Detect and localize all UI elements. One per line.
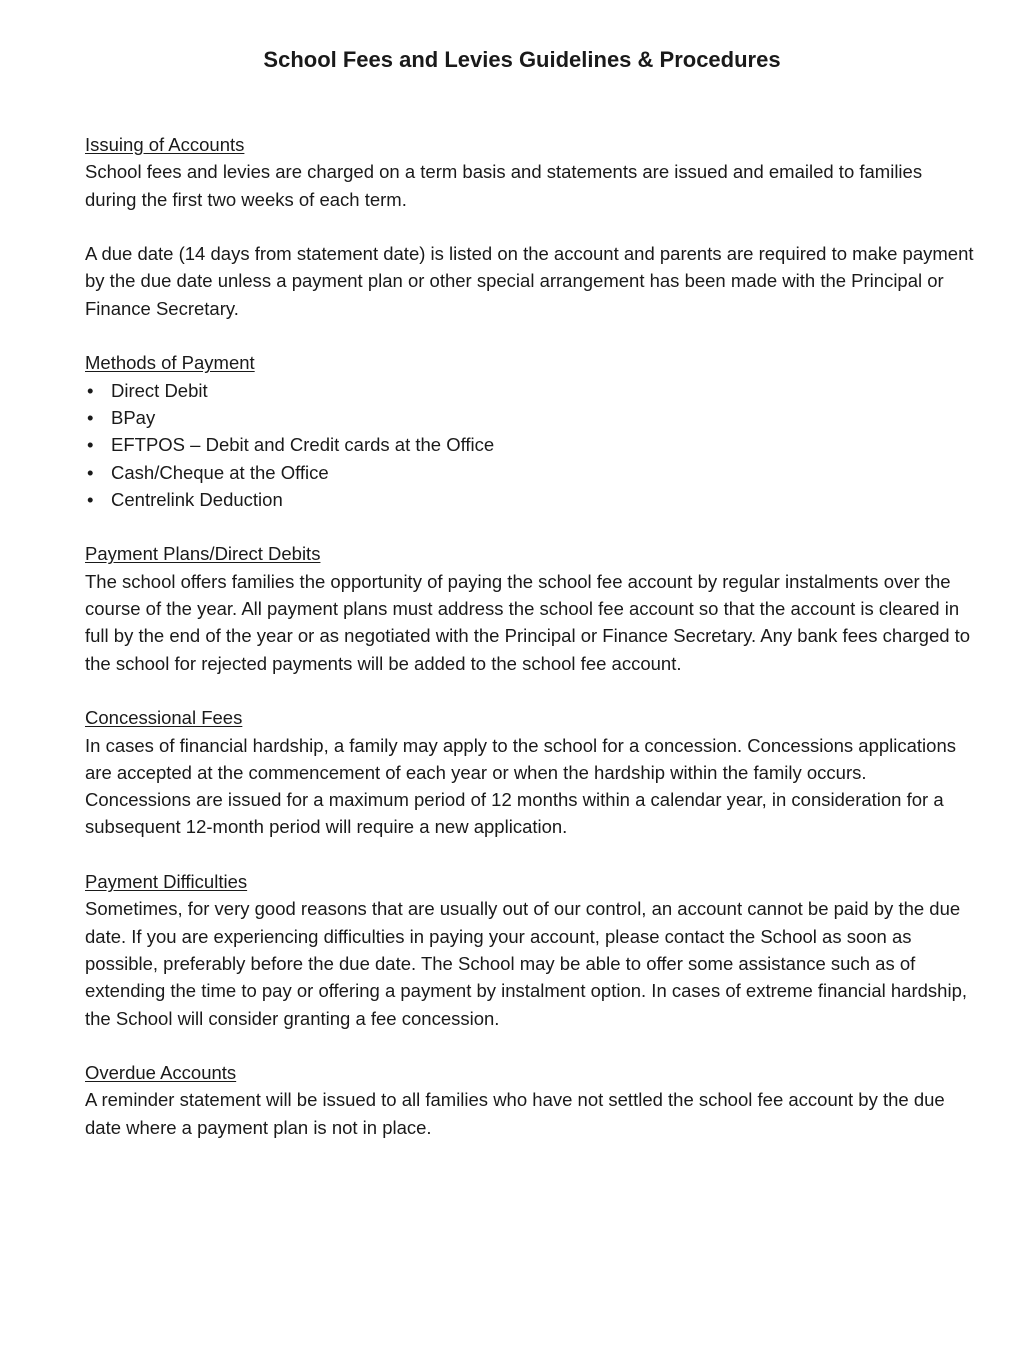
section-heading: Overdue Accounts (85, 1062, 237, 1084)
list-item: • EFTPOS – Debit and Credit cards at the Office (85, 431, 975, 458)
section-heading: Concessional Fees (85, 707, 243, 729)
paragraph: Sometimes, for very good reasons that are usually out of our control, an account cannot be paid by the due date. If you are experiencing difficulties in paying your account, please contact the School as soon as possible, preferably before the due date. The School may be able to offer some assistance such as of extending the time to pay or offering a payment by instalment option. In cases of extreme financial hardship, the School will consider granting a fee concession. (85, 898, 967, 1029)
list-item: • BPay (85, 404, 975, 431)
section-heading: Issuing of Accounts (85, 134, 245, 155)
list-item: • Cash/Cheque at the Office (85, 459, 975, 486)
section-payment-plans (85, 540, 975, 676)
document-body (85, 131, 975, 1141)
paragraph: A reminder statement will be issued to all families who have not settled the school fee account by the due date where a payment plan is not in place. (85, 1089, 945, 1138)
list-item: • Direct Debit (85, 377, 975, 404)
section-payment-difficulties (85, 868, 975, 1032)
page-title: School Fees and Levies Guidelines & Procedures (263, 47, 781, 72)
paragraph: In cases of financial hardship, a family may apply to the school for a concession. Concessions applications are accepted at the commencement of each year or when the hardship within the family occurs. Concessions are issued for a maximum period of 12 months within a calendar year, in consideration for a subsequent 12-month period will require a new application. (85, 734, 956, 838)
section-heading: Payment Difficulties (85, 871, 248, 893)
section-heading: Payment Plans/Direct Debits (85, 543, 321, 565)
section-overdue-accounts (85, 1059, 975, 1141)
paragraph: School fees and levies are charged on a term basis and statements are issued and emailed to families during the first two weeks of each term. (85, 161, 923, 210)
section-issuing-of-accounts (85, 131, 975, 322)
paragraph: The school offers families the opportunity of paying the school fee account by regular instalments over the course of the year. All payment plans must address the school fee account so that the account is cleared in full by the end of the year or as negotiated with the Principal or Finance Secretary. Any bank fees charged to the school for rejected payments will be added to the school fee account. (85, 570, 971, 674)
section-methods-of-payment (85, 349, 975, 513)
list-item: • Centrelink Deduction (85, 486, 975, 513)
paragraph: A due date (14 days from statement date) is listed on the account and parents are required to make payment by the due date unless a payment plan or other special arrangement has been made with the Principal or Finance Secretary. (85, 243, 974, 319)
section-concessional-fees (85, 704, 975, 840)
payment-methods-list (85, 377, 975, 513)
section-heading: Methods of Payment (85, 352, 255, 374)
